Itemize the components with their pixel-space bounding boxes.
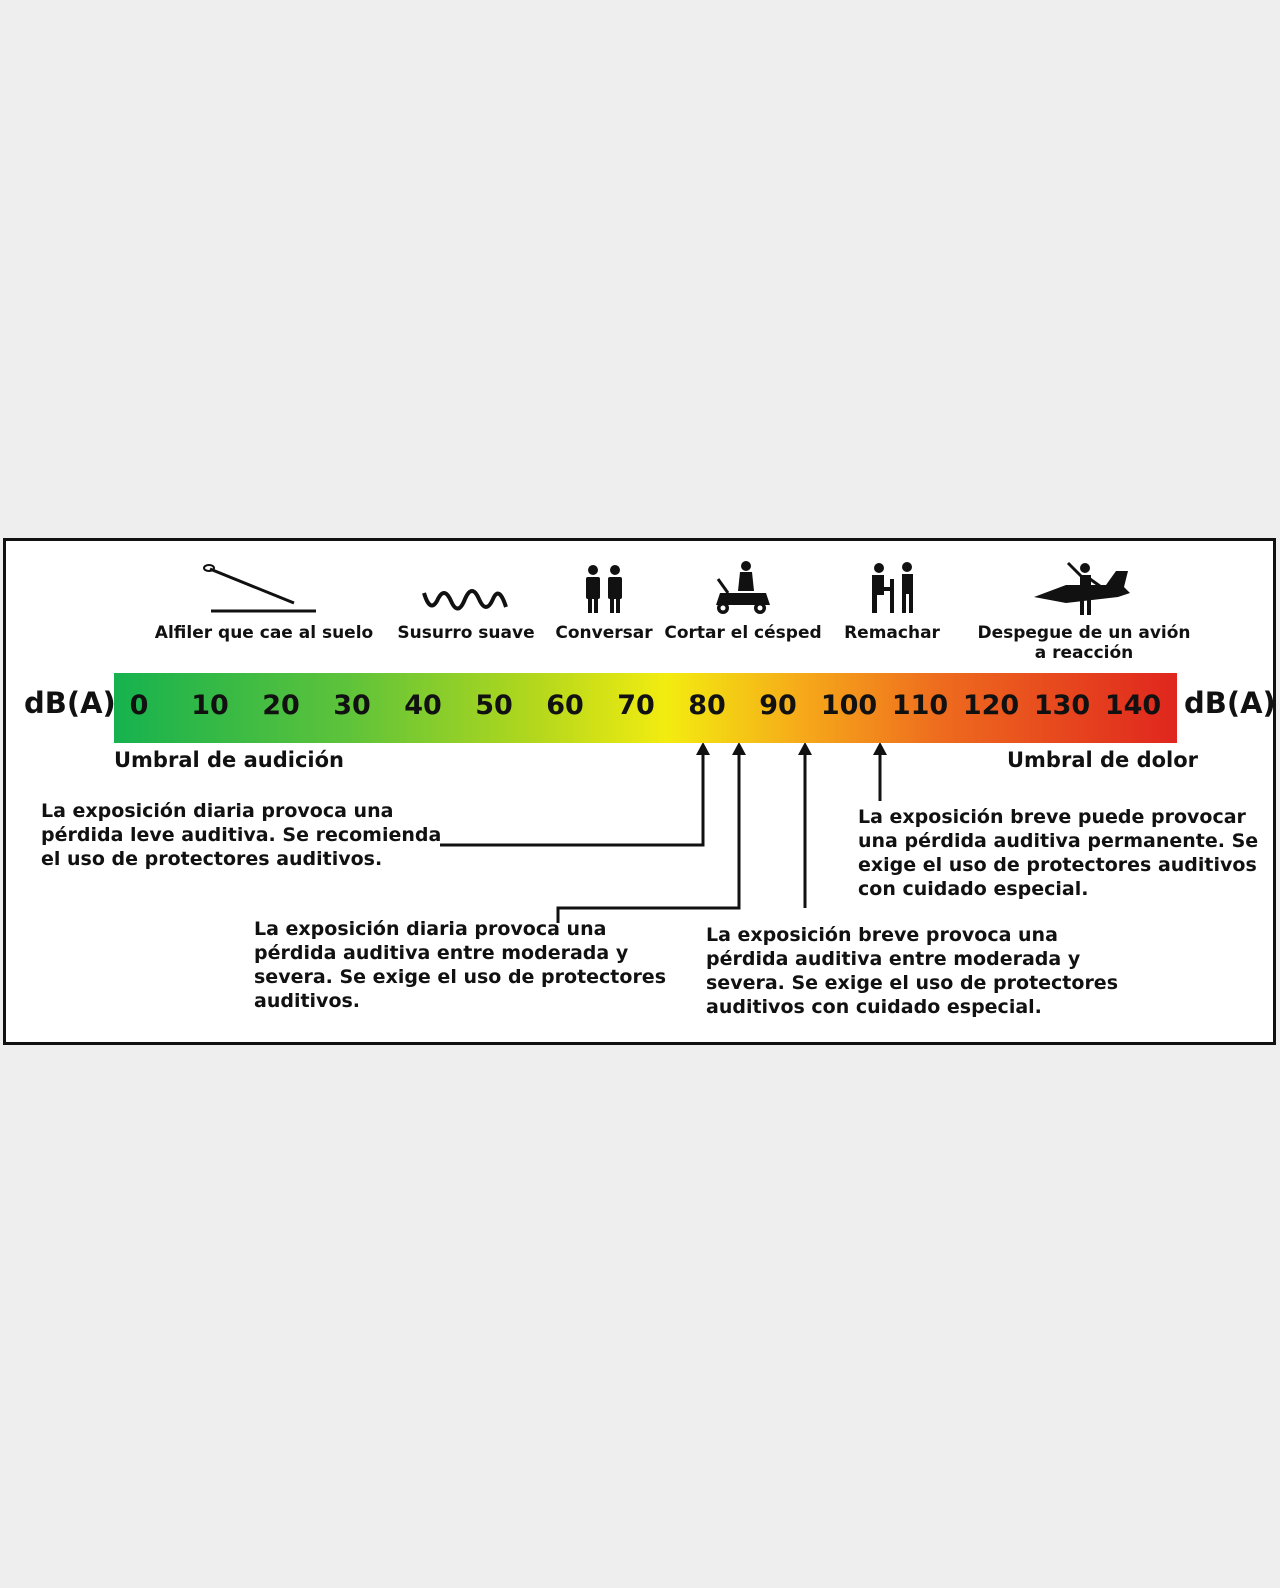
note-line: una pérdida auditiva permanente. Se (858, 830, 1259, 852)
tick-label: 60 (546, 690, 584, 721)
note-line: auditivos. (254, 990, 361, 1012)
tick-label: 70 (617, 690, 655, 721)
arrow-heads (696, 742, 887, 755)
note-line: La exposición diaria provoca una (254, 918, 607, 940)
tick-label: 90 (759, 690, 797, 721)
note-95-db (706, 923, 1118, 1019)
note-line: exige el uso de protectores auditivos (858, 854, 1257, 876)
note-line: pérdida auditiva entre moderada y (254, 942, 629, 964)
tick-label: 30 (333, 690, 371, 721)
note-line: pérdida auditiva entre moderada y (706, 948, 1081, 970)
tick-label: 110 (891, 690, 949, 721)
tick-label: 20 (262, 690, 300, 721)
tick-label: 120 (962, 690, 1020, 721)
whisper-wave-icon (424, 591, 506, 609)
pin-icon (204, 565, 316, 611)
note-line: pérdida leve auditiva. Se recomienda (41, 824, 442, 846)
note-line: La exposición breve provoca una (706, 924, 1058, 946)
tick-label: 130 (1033, 690, 1091, 721)
tick-label: 0 (129, 690, 149, 721)
threshold-pain: Umbral de dolor (1007, 748, 1199, 772)
label-conversation: Conversar (555, 623, 653, 643)
riveting-icon (872, 562, 913, 613)
decibel-scale-panel (3, 538, 1276, 1045)
tick-label: 40 (404, 690, 442, 721)
unit-label-left: dB(A) (24, 686, 116, 720)
tick-label: 10 (191, 690, 229, 721)
tick-label: 50 (475, 690, 513, 721)
note-line: auditivos con cuidado especial. (706, 996, 1042, 1018)
tick-label: 80 (688, 690, 726, 721)
tick-label: 140 (1104, 690, 1162, 721)
tick-label: 100 (820, 690, 878, 721)
label-jet-line1: Despegue de un avión (977, 623, 1191, 643)
note-85-db (254, 917, 666, 1013)
threshold-hearing: Umbral de audición (114, 748, 344, 772)
note-line: severa. Se exige el uso de protectores (706, 972, 1119, 994)
note-80-db (41, 799, 441, 871)
label-whisper: Susurro suave (397, 623, 535, 643)
note-line: La exposición diaria provoca una (41, 800, 394, 822)
annotation-arrows (440, 753, 880, 923)
note-105-db (858, 805, 1258, 901)
arrow-85 (558, 753, 739, 923)
unit-label-right: dB(A) (1184, 686, 1276, 720)
note-line: severa. Se exige el uso de protectores (254, 966, 667, 988)
label-riveting: Remachar (844, 623, 940, 643)
arrow-80 (440, 753, 703, 845)
people-talking-icon (586, 565, 622, 613)
note-line: con cuidado especial. (858, 878, 1089, 900)
label-lawn-mower: Cortar el césped (664, 623, 822, 643)
label-pin: Alfiler que cae al suelo (154, 623, 374, 643)
note-line: el uso de protectores auditivos. (41, 848, 383, 870)
jet-takeoff-icon (1034, 563, 1130, 615)
note-line: La exposición breve puede provocar (858, 806, 1246, 828)
label-jet-line2: a reacción (1034, 643, 1134, 663)
lawn-mower-icon (716, 561, 770, 614)
